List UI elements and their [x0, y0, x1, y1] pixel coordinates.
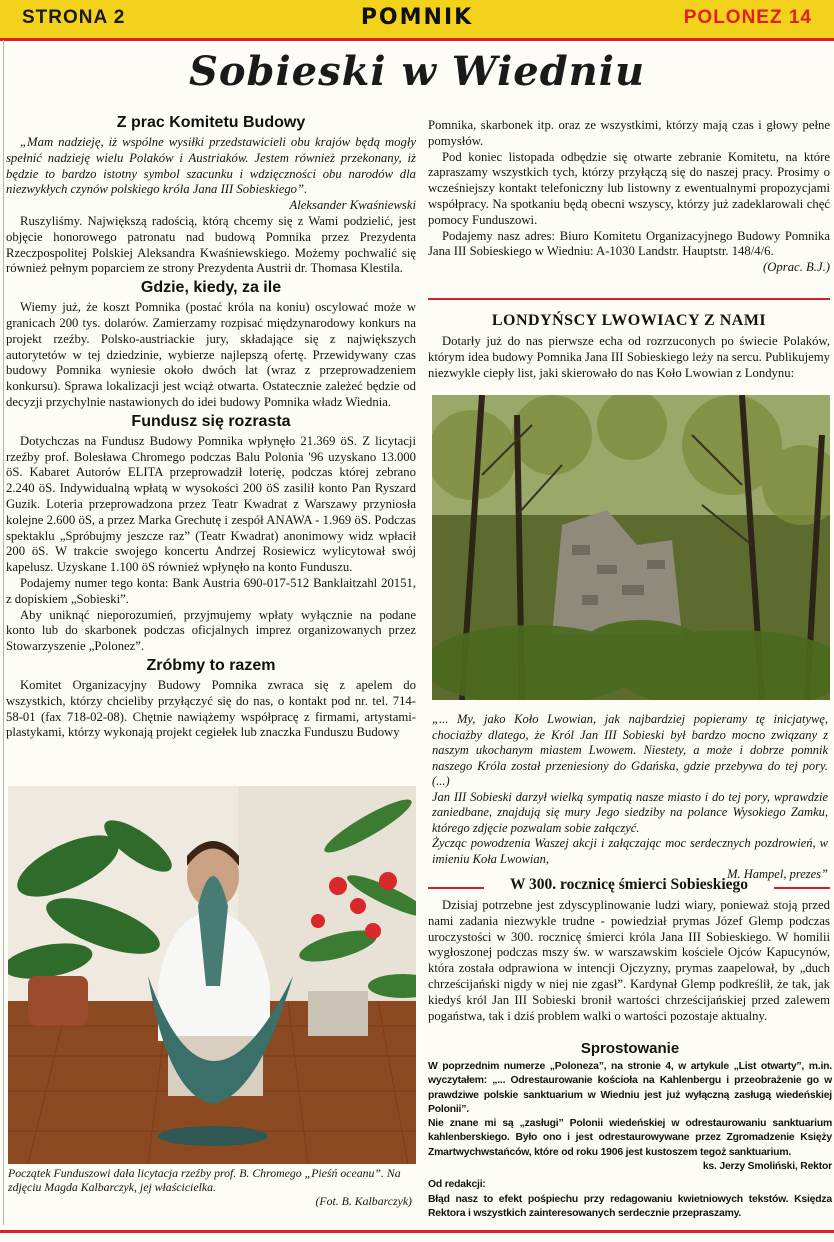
meeting-paragraph: Pod koniec listopada odbędzie się otwarte zebranie Komitetu, na które zapraszamy wszystkich tych, którzy przyłączą się do naszej pracy. Prosimy o wcześniejszy kontakt telefoniczny lub listowny z ewentualnymi propozycjami współpracy. Na spotkaniu będą obecni wszyscy, którzy już zadeklarowali chęć pomocy Funduszowi. — [428, 149, 830, 227]
appeal-paragraph: Komitet Organizacyjny Budowy Pomnika zwraca się z apelem do wszystkich, którzy chcieliby przyłączyć się do nas, o kontakt pod nr. tel. 714-58-01 (fax 718-02-08). Chętnie nawiążemy współpracę z firmami, artystami-plastykami, którzy wykonają projekt cegiełek lub znaczka Funduszu Budowy — [6, 677, 416, 740]
magazine-logo: POMNIK — [360, 5, 474, 30]
lwow-letter — [432, 712, 828, 883]
letter-paragraph-1: „... My, jako Koło Lwowian, jak najbardziej popieramy tę inicjatywę, chociażby dlatego, że Król Jan III Sobieski był bardzo mocno związany z naszym ukochanym miastem Lwowem. Niestety, a może i dobrze pomnik naszego Króla został przeniesiony do Gdańska, gdzie przebywa do tej pory. (...) — [432, 712, 828, 788]
correction-paragraph-2: Nie znane mi są „zasługi” Polonii wiedeńskiej w odrestaurowaniu sanktuarium kahlenberskiego. Było ono i jest odrestaurowywane przez Zgromadzenie Księży Zmartwychwstańców, które od roku 1906 jest kustoszem tegoż sanktuarium. — [428, 1118, 832, 1158]
account-paragraph: Podajemy numer tego konta: Bank Austria 690-017-512 Banklaitzahl 20151, z dopiskiem „Sobieski”. — [6, 575, 416, 606]
lwow-intro: Dotarły już do nas pierwsze echa od rozrzuconych po świecie Polaków, którym idea budowy Pomnika Jana III Sobieskiego leży na sercu. Publikujemy niezwykle ciepły list, jaki skierowało do nas Koło Lwowian z Londynu: — [428, 334, 830, 380]
section-heading-fund: Fundusz się rozrasta — [131, 412, 291, 430]
president-quote: „Mam nadzieję, iż wspólne wysiłki przedstawicieli obu krajów będą mogły spełnić nadzieję wielu Polaków i Austriaków. Jestem również przekonany, iż będzie to bardzo istotny symbol szacunku i wdzięczności obu narodów dla niezwykłych czynów polskiego króla Jana III Sobieskiego”. — [6, 135, 416, 197]
fund-paragraph: Dotychczas na Fundusz Budowy Pomnika wpłynęło 21.369 öS. Z licytacji rzeźby prof. Bolesława Chromego podczas Balu Polonia '96 uzyskano 13.000 öS. Kabaret Autorów ELITA przeprowadził loterię, podczas której zebrano 2.240 öS. Indywidualną wpłatą w wysokości 200 öS zasilił konto Pan Ryszard Guzik. Loteria przeprowadzona przez Teatr Kwadrat z Warszawy przyniosła kolejne 2.600 öS, a przez Marka Grechutę i zespół ANAWA - 1.969 öS. Podczas spektaklu „Spróbujmy jeszcze raz” (Teatr Kwadrat) anonimowy widz wpłacił 200 öS. W trakcie swojego koncertu Andrzej Rosiewicz wylicytował swój kapelusz. Uzyskane 1.100 öS również wpłynęło na konto Funduszu. — [6, 433, 416, 575]
section-heading-together: Zróbmy to razem — [146, 656, 276, 674]
lwow-heading: LONDYŃSCY LWOWIACY Z NAMI — [491, 312, 767, 329]
sculpture-photo-illustration — [8, 786, 416, 1164]
quote-author: Aleksander Kwaśniewski — [289, 198, 416, 213]
anniversary-paragraph: Dzisiaj potrzebne jest zdyscyplinowanie ludzi wiary, ponieważ stoją przed nami zadania niezwykle trudne - powiedział prymas Józef Glemp podczas uroczystości w 300. rocznicę śmierci króla Jana III Sobieskiego. W homilii wygłoszonej podczas mszy św. w warszawskim kościele Ojców Kapucynów, która została odprawiona w intencji Ojczyzny, prymas zaapelował, by „duch chrześcijański nigdy w niej nie zgasł”. Kardynał Glemp podkreślił, że tak, jak kiedyś król Jan III Sobieski bronił wartości chrześcijańskiej przed zalewem pogaństwa, tak i dziś problem walki o wartości pozostaje aktualny. — [428, 898, 830, 1023]
letter-paragraph-3: Życząc powodzenia Waszej akcji i załączając moc serdecznych pozdrowień, w imieniu Koła Lwowian, — [432, 836, 828, 866]
photo-credit: (Fot. B. Kalbarczyk) — [315, 1194, 412, 1208]
address-paragraph: Podajemy nasz adres: Biuro Komitetu Organizacyjnego Budowy Pomnika Jana III Sobieskiego w Wiedniu: A-1030 Landstr. Hauptstr. 148/4/6. — [428, 228, 830, 259]
page-frame-line — [3, 40, 4, 1225]
correction-signature: ks. Jerzy Smoliński, Rektor — [702, 1161, 832, 1173]
article-title: Sobieski w Wiedniu — [188, 48, 646, 95]
lwow-section — [428, 312, 830, 381]
sculpture-photo — [8, 786, 416, 1164]
issue-label: POLONEZ 14 — [683, 7, 812, 28]
payments-paragraph: Aby uniknąć nieporozumień, przyjmujemy wpłaty wyłącznie na podane konto lub do skarbonek podczas oficjalnych imprez organizowanych przez Stowarzyszenie „Polonez”. — [6, 607, 416, 654]
section-heading-committee: Z prac Komitetu Budowy — [116, 114, 306, 131]
editor-note: Błąd nasz to efekt pośpiechu przy redagowaniu kwietniowych tekstów. Księdza Rektora i wszystkich zainteresowanych serdecznie przepraszamy. — [428, 1193, 832, 1219]
photo-caption — [8, 1166, 412, 1208]
cost-paragraph: Wiemy już, że koszt Pomnika (postać króla na koniu) oscylować może w granicach 200 tys. dolarów. Zamierzamy rozpisać międzynarodowy konkurs na projekt rzeźby. Polsko-austriackie jury, składające się z największych autorytetów w tej dziedzinie, wybierze najlepszą ofertę. Przewidywany czas budowy Pomnika wyniesie około dwóch lat (wraz z przeprowadzeniem konkursu). Sprawa lokalizacji jest wciąż otwarta. Ostatecznie zależeć będzie od decyzji przychylnie nastawionych do idei budowy Pomnika władz Wiednia. — [6, 300, 416, 409]
castle-ruins-photo — [432, 395, 830, 700]
page-header — [0, 0, 834, 41]
section-divider — [428, 298, 830, 300]
heading-rule-right — [774, 887, 830, 889]
letter-paragraph-2: Jan III Sobieski darzył wielką sympatią nasze miasto i do tej pory, wprawdzie zaniedbane, znajdują się mury Jego siedziby na polance Wysokiego Zamku, którego zdjęcie pozwalam sobie załączyć. — [432, 789, 828, 835]
letter-signature: M. Hampel, prezes” — [727, 867, 828, 881]
left-column — [6, 112, 416, 741]
editor-signature: (Oprac. B.J.) — [763, 260, 830, 275]
editor-note-label: Od redakcji: — [428, 1179, 486, 1191]
correction-box — [428, 1040, 832, 1221]
page-number: STRONA 2 — [22, 7, 126, 28]
anniversary-heading: W 300. rocznicę śmierci Sobieskiego — [509, 876, 749, 893]
bottom-rule — [0, 1230, 834, 1233]
caption-text: Początek Funduszowi dała licytacja rzeźby prof. B. Chromego „Pieśń oceanu”. Na zdjęciu Magda Kalbarczyk, jej właścicielka. — [8, 1166, 401, 1194]
heading-rule-left — [428, 887, 484, 889]
correction-heading: Sprostowanie — [580, 1040, 680, 1057]
continuation-paragraph: Pomnika, skarbonek itp. oraz ze wszystkimi, którzy mają czas i głowy pełne pomysłów. — [428, 118, 830, 148]
committee-paragraph: Ruszyliśmy. Największą radością, którą chcemy się z Wami podzielić, jest objęcie honorowego patronatu nad budową Pomnika przez Prezydenta Rzeczpospolitej Polskiej Aleksandra Kwaśniewskiego. Możemy pochwalić się również pełnym poparciem ze strony Prezydenta Austrii dr. Thomasa Klestila. — [6, 213, 416, 276]
anniversary-section — [428, 876, 830, 1024]
section-heading-where-when: Gdzie, kiedy, za ile — [140, 279, 282, 297]
right-column-continuation — [428, 118, 830, 276]
castle-ruins-illustration — [432, 395, 830, 700]
correction-paragraph-1: W poprzednim numerze „Poloneza”, na stronie 4, w artykule „List otwarty”, m.in. wyczytałem: „... Odrestaurowanie kościoła na Kahlenbergu i przeobrażenie go w prawdziwe polskie sanktuarium w Wiedniu jest już wyłączną zasługą wiedeńskiej Polonii”. — [428, 1061, 832, 1115]
